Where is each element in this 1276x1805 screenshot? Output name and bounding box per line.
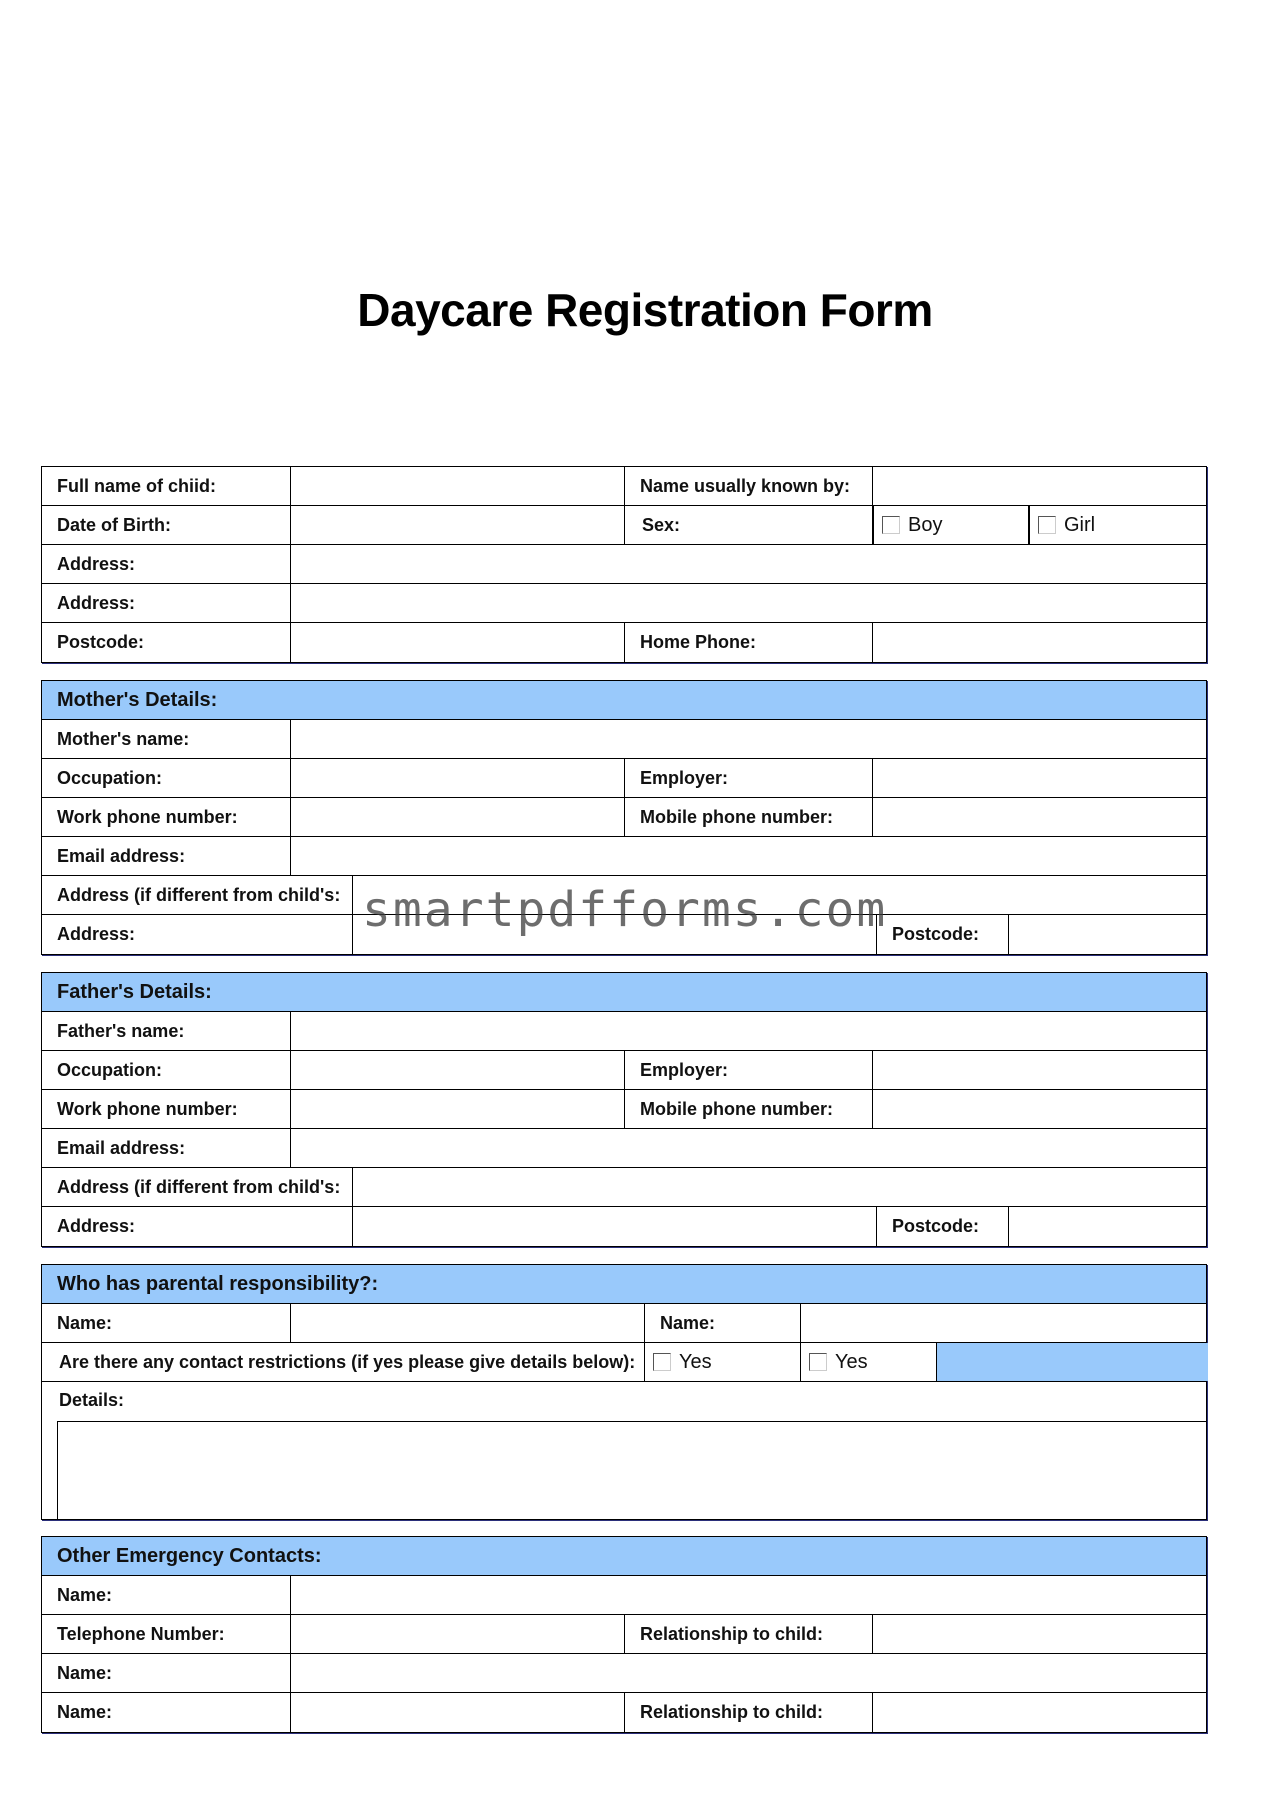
mother-alt-address-row [42,876,1206,915]
mother-work-phone-label: Work phone number: [57,806,238,827]
mother-email-field[interactable] [290,837,1208,875]
emergency-name2-label: Name: [57,1662,113,1683]
boy-checkbox[interactable] [882,516,900,534]
restrictions-label: Are there any contact restrictions (if yes please give details below): [59,1351,636,1372]
mother-address-field[interactable] [352,915,876,954]
father-email-row [42,1129,1206,1168]
mother-mobile-field[interactable] [872,798,1208,836]
mother-mobile-label: Mobile phone number: [624,798,872,836]
father-header-row [42,973,1206,1012]
father-name-row [42,1012,1206,1051]
emergency-relationship2-field[interactable] [872,1693,1208,1732]
sex-girl-option[interactable] [1028,506,1208,544]
parental-header: Who has parental responsibility?: [57,1272,379,1295]
father-occupation-label: Occupation: [57,1059,163,1080]
restrictions-yes1-option[interactable] [644,1343,800,1381]
mother-postcode-label: Postcode: [876,915,1008,954]
address-field[interactable] [290,545,1208,583]
child-address-row [42,545,1206,584]
father-alt-address-field[interactable] [352,1168,1208,1206]
address2-label: Address: [57,592,136,613]
yes2-checkbox[interactable] [809,1353,827,1371]
father-address-label: Address: [57,1216,136,1236]
details-row [42,1382,1206,1519]
father-employer-field[interactable] [872,1051,1208,1089]
mother-employer-label: Employer: [624,759,872,797]
mother-phone-row [42,798,1206,837]
child-postcode-row [42,623,1206,662]
parental-name-field[interactable] [290,1304,644,1342]
father-mobile-label: Mobile phone number: [624,1090,872,1128]
father-details-section [41,972,1207,1247]
mother-alt-address-field[interactable] [352,876,1208,914]
mother-name-label: Mother's name: [57,728,190,749]
watermark: smartpdfforms.com [362,882,888,938]
yes1-label: Yes [679,1350,712,1373]
postcode-label: Postcode: [57,632,145,652]
mother-name-field[interactable] [290,720,1208,758]
father-work-phone-field[interactable] [290,1090,624,1128]
emergency-relationship-field[interactable] [872,1615,1208,1653]
home-phone-label: Home Phone: [624,623,872,662]
sex-label: Sex: [624,506,872,544]
father-postcode-field[interactable] [1008,1207,1208,1246]
father-name-field[interactable] [290,1012,1208,1050]
emergency-contacts-section [41,1536,1207,1733]
father-address-row [42,1207,1206,1246]
father-address-field[interactable] [352,1207,876,1246]
restrictions-row [42,1343,1206,1382]
mother-occupation-row [42,759,1206,798]
mother-employer-field[interactable] [872,759,1208,797]
emergency-name-row [42,1576,1206,1615]
address-label: Address: [57,553,136,574]
sex-boy-option[interactable] [872,506,1028,544]
emergency-telephone-row [42,1615,1206,1654]
mother-header-row [42,681,1206,720]
mother-name-row [42,720,1206,759]
details-textarea[interactable] [57,1421,1206,1519]
father-name-label: Father's name: [57,1020,185,1041]
girl-label: Girl [1064,513,1096,536]
father-email-label: Email address: [57,1137,186,1158]
father-alt-address-label: Address (if different from child's: [57,1176,341,1197]
emergency-name-field[interactable] [290,1576,1208,1614]
child-name-row [42,467,1206,506]
known-by-field[interactable] [872,467,1208,505]
father-alt-address-row [42,1168,1206,1207]
father-work-phone-label: Work phone number: [57,1098,238,1119]
yes2-label: Yes [835,1350,868,1373]
emergency-telephone-label: Telephone Number: [57,1623,225,1644]
emergency-name3-field[interactable] [290,1693,624,1732]
parental-responsibility-section [41,1264,1207,1520]
dob-label: Date of Birth: [57,514,171,535]
mother-address-label: Address: [57,924,136,944]
emergency-name2-row [42,1654,1206,1693]
emergency-header-row [42,1537,1206,1576]
dob-field[interactable] [290,506,624,544]
father-phone-row [42,1090,1206,1129]
emergency-name-label: Name: [57,1584,113,1605]
yes1-checkbox[interactable] [653,1353,671,1371]
father-mobile-field[interactable] [872,1090,1208,1128]
parental-name-label: Name: [57,1312,113,1333]
emergency-header: Other Emergency Contacts: [57,1544,322,1567]
boy-label: Boy [908,513,943,536]
emergency-name2-field[interactable] [290,1654,1208,1692]
address2-field[interactable] [290,584,1208,622]
child-dob-row [42,506,1206,545]
restrictions-yes2-option[interactable] [800,1343,936,1381]
father-header: Father's Details: [57,980,212,1003]
father-postcode-label: Postcode: [876,1207,1008,1246]
mother-address-row [42,915,1206,954]
parental-name2-label: Name: [644,1304,800,1342]
emergency-telephone-field[interactable] [290,1615,624,1653]
father-employer-label: Employer: [624,1051,872,1089]
mother-header: Mother's Details: [57,688,218,711]
known-by-label: Name usually known by: [624,467,872,505]
restrictions-blank-cell [936,1343,1208,1381]
mother-alt-address-label: Address (if different from child's: [57,884,341,905]
full-name-field[interactable] [290,467,624,505]
details-label: Details: [59,1390,125,1410]
home-phone-field[interactable] [872,623,1208,662]
emergency-name3-label: Name: [57,1702,113,1722]
mother-postcode-field[interactable] [1008,915,1208,954]
page-title: Daycare Registration Form [357,284,933,336]
mother-details-section [41,680,1207,955]
mother-occupation-field[interactable] [290,759,624,797]
mother-occupation-label: Occupation: [57,767,163,788]
postcode-field[interactable] [290,623,624,662]
father-occupation-field[interactable] [290,1051,624,1089]
full-name-label: Full name of chiid: [57,475,217,496]
child-details-section [41,466,1207,663]
parental-header-row [42,1265,1206,1304]
mother-email-label: Email address: [57,845,186,866]
parental-name2-field[interactable] [800,1304,1208,1342]
child-address2-row [42,584,1206,623]
mother-email-row [42,837,1206,876]
mother-work-phone-field[interactable] [290,798,624,836]
emergency-name3-row [42,1693,1206,1732]
emergency-relationship2-label: Relationship to child: [624,1693,872,1732]
father-occupation-row [42,1051,1206,1090]
emergency-relationship-label: Relationship to child: [624,1615,872,1653]
father-email-field[interactable] [290,1129,1208,1167]
parental-names-row [42,1304,1206,1343]
girl-checkbox[interactable] [1038,516,1056,534]
